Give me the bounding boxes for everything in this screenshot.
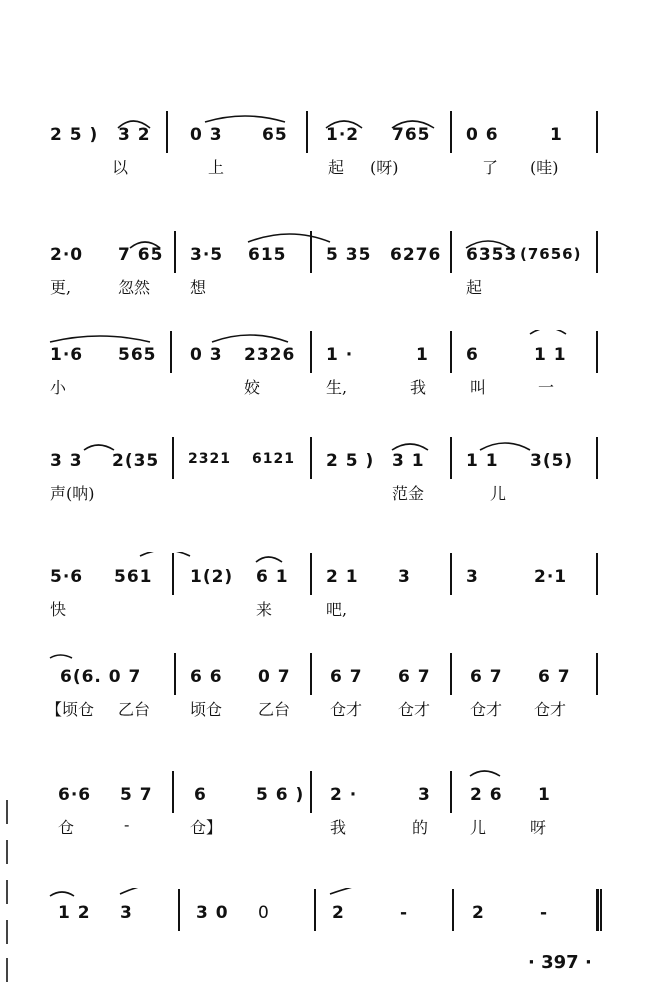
note-group: 3(5) [530, 451, 574, 471]
score-system-5 [0, 552, 672, 662]
lyric-text: - [124, 815, 130, 834]
lyric-text: 仓才 [330, 700, 363, 719]
lyric-text: 以 [112, 158, 129, 177]
lyric-text: 仓才 [470, 700, 503, 719]
note-group: 565 [118, 345, 157, 365]
bar-line [596, 111, 598, 153]
note-group: - [540, 903, 549, 923]
bar-line [596, 331, 598, 373]
note-group: 6 1 [256, 567, 289, 587]
lyric-text: 儿 [490, 484, 507, 503]
note-group: 1(2) [190, 567, 234, 587]
score-system-4 [0, 436, 672, 546]
bar-line [450, 771, 452, 813]
note-group: 0 3 [190, 125, 223, 145]
bar-line [310, 771, 312, 813]
score-system-8 [0, 888, 672, 998]
bar-line [170, 331, 172, 373]
margin-mark [6, 920, 8, 944]
lyric-text: 起 [466, 278, 483, 297]
note-group: 6 7 [470, 667, 503, 687]
lyric-text: 呀 [530, 818, 547, 837]
note-group: 6 7 [398, 667, 431, 687]
note-group: 2 6 [470, 785, 503, 805]
score-system-7 [0, 770, 672, 880]
note-group: 1·6 [50, 345, 84, 365]
note-group: 5 7 [120, 785, 153, 805]
note-group: 1·2 [326, 125, 360, 145]
note-group: 6 [466, 345, 479, 365]
bar-line [172, 771, 174, 813]
note-group: 1 · [326, 345, 354, 365]
note-group: 2326 [244, 345, 296, 365]
bar-line [596, 231, 598, 273]
bar-line [596, 437, 598, 479]
note-group: 1 [550, 125, 563, 145]
lyric-text: 想 [190, 278, 207, 297]
note-group: 3 0 [196, 903, 229, 923]
bar-line [174, 653, 176, 695]
note-group: 6 7 [538, 667, 571, 687]
note-group: 2 · [330, 785, 358, 805]
note-group: 7 65 [118, 245, 164, 265]
note-group: 3 [398, 567, 411, 587]
margin-mark [6, 880, 8, 904]
lyric-text: 声(呐) [50, 484, 95, 503]
lyric-text: 叫 [470, 378, 487, 397]
bar-line [178, 889, 180, 931]
bar-line [450, 553, 452, 595]
note-group: 6(6. 0 7 [60, 667, 142, 687]
lyric-text: 更, [50, 278, 72, 297]
lyric-text: 顷仓 [190, 700, 223, 719]
note-group: 3 [466, 567, 479, 587]
note-group: 2 [472, 903, 485, 923]
note-group: 6 6 [190, 667, 223, 687]
note-group: 2 5 ) [326, 451, 375, 471]
note-group: 2 [332, 903, 345, 923]
note-group: 615 [248, 245, 287, 265]
note-group: 5·6 [50, 567, 84, 587]
note-group: 2 5 ) [50, 125, 99, 145]
lyric-text: 的 [412, 818, 429, 837]
margin-mark [6, 800, 8, 824]
lyric-text: 仓 [58, 818, 75, 837]
bar-line [310, 437, 312, 479]
bar-line [172, 437, 174, 479]
note-group: 0 6 [466, 125, 499, 145]
lyric-text: 乙台 [258, 700, 291, 719]
note-group: 3 3 [50, 451, 83, 471]
bar-line [450, 653, 452, 695]
note-group: 2·0 [50, 245, 84, 265]
lyric-text: 我 [410, 378, 427, 397]
note-group: 3·5 [190, 245, 224, 265]
lyric-text: 上 [208, 158, 225, 177]
note-group: 6121 [252, 451, 295, 467]
score-system-6 [0, 652, 672, 762]
note-group: 0 3 [190, 345, 223, 365]
note-group: 3 1 [392, 451, 425, 471]
lyric-text: 乙台 [118, 700, 151, 719]
note-group: 3 2 [118, 125, 151, 145]
lyric-text: 姣 [244, 378, 261, 397]
lyric-text: 来 [256, 600, 273, 619]
lyric-text: 吧, [326, 600, 348, 619]
note-group: 3 [120, 903, 133, 923]
note-group: 0 7 [258, 667, 291, 687]
lyric-text: 起 [328, 158, 345, 177]
note-group: 1 1 [466, 451, 499, 471]
lyric-text: 了 [482, 158, 499, 177]
note-group: 765 [392, 125, 431, 145]
bar-line [450, 331, 452, 373]
bar-line [450, 231, 452, 273]
note-group: 6 [194, 785, 207, 805]
lyric-text: 【顷仓 [46, 700, 95, 719]
score-system-3 [0, 330, 672, 440]
note-group: 2(35 [112, 451, 160, 471]
bar-line [314, 889, 316, 931]
margin-mark [6, 958, 8, 982]
lyric-text: 忽然 [118, 278, 151, 297]
note-group: 561 [114, 567, 153, 587]
margin-mark [6, 840, 8, 864]
note-group: 6 7 [330, 667, 363, 687]
final-bar-line [596, 889, 599, 931]
lyric-text: 仓才 [534, 700, 567, 719]
note-group: 6·6 [58, 785, 92, 805]
lyric-text: 一 [538, 378, 555, 397]
note-group: 2 1 [326, 567, 359, 587]
bar-line [172, 553, 174, 595]
bar-line [450, 437, 452, 479]
lyric-text: 小 [50, 378, 67, 397]
note-group: 65 [262, 125, 288, 145]
note-group: 2321 [188, 451, 231, 467]
note-group: 0 [258, 903, 270, 923]
lyric-text: 仓才 [398, 700, 431, 719]
bar-line [596, 653, 598, 695]
note-group: 6276 [390, 245, 442, 265]
lyric-text: 快 [50, 600, 67, 619]
note-group: 2·1 [534, 567, 568, 587]
final-bar-line [600, 889, 602, 931]
bar-line [306, 111, 308, 153]
bar-line [452, 889, 454, 931]
lyric-text: 仓】 [190, 818, 223, 837]
note-group: 5 6 ) [256, 785, 305, 805]
lyric-text: 生, [326, 378, 348, 397]
lyric-text: 范金 [392, 484, 425, 503]
note-group: 6353 [466, 245, 518, 265]
bar-line [596, 553, 598, 595]
note-group: 1 1 [534, 345, 567, 365]
bar-line [310, 553, 312, 595]
note-group: (7656) [520, 245, 582, 263]
lyric-text: 儿 [470, 818, 487, 837]
lyric-text: (呀) [370, 158, 399, 177]
bar-line [310, 331, 312, 373]
note-group: 1 [416, 345, 429, 365]
bar-line [310, 653, 312, 695]
note-group: 5 35 [326, 245, 372, 265]
note-group: - [400, 903, 409, 923]
lyric-text: (哇) [530, 158, 559, 177]
bar-line [174, 231, 176, 273]
bar-line [310, 231, 312, 273]
note-group: 3 [418, 785, 431, 805]
lyric-text: 我 [330, 818, 347, 837]
score-system-2 [0, 230, 672, 340]
note-group: 1 2 [58, 903, 91, 923]
score-system-1 [0, 110, 672, 220]
bar-line [166, 111, 168, 153]
bar-line [450, 111, 452, 153]
page-number: · 397 · [528, 952, 592, 973]
note-group: 1 [538, 785, 551, 805]
